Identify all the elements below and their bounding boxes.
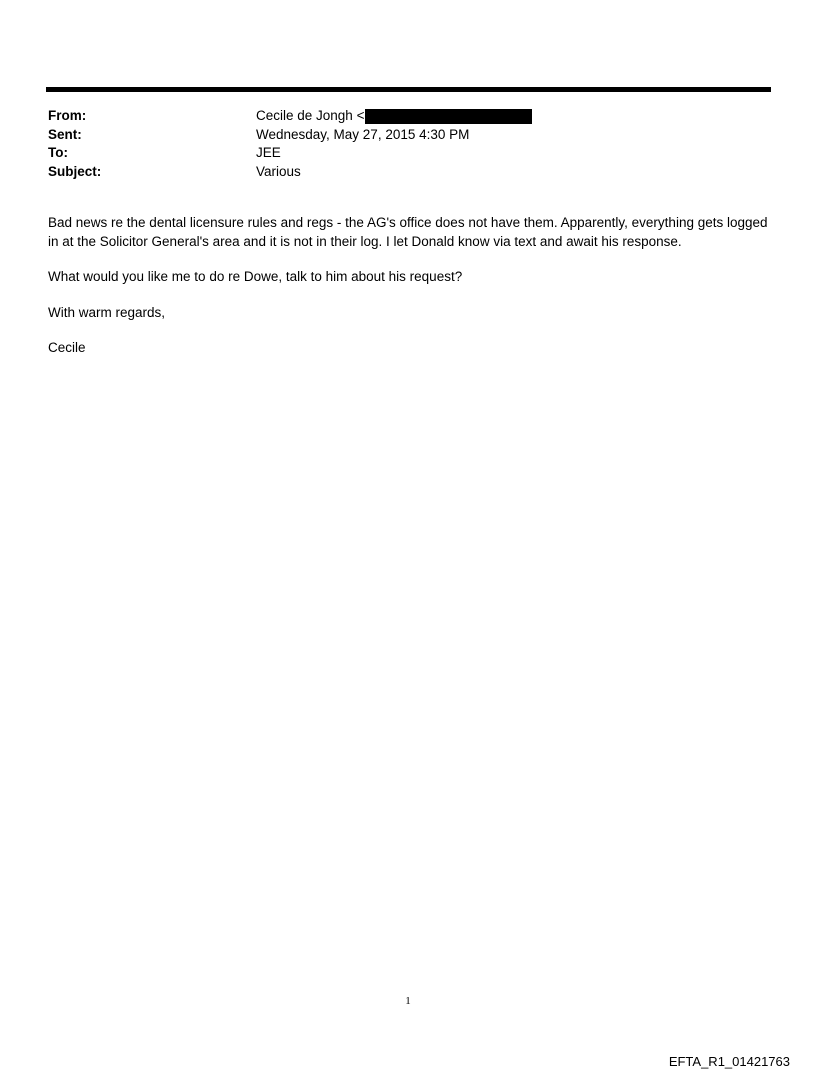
subject-row (48, 163, 768, 182)
from-name: Cecile de Jongh < (256, 108, 365, 123)
to-label: To: (48, 145, 68, 160)
from-row (48, 107, 768, 126)
sent-label: Sent: (48, 126, 82, 142)
email-body (48, 214, 768, 375)
sent-value: Wednesday, May 27, 2015 4:30 PM (256, 126, 470, 142)
to-row (48, 144, 768, 163)
body-paragraph-1: Bad news re the dental licensure rules and regs - the AG's office does not have them. Apparently, everything gets logged in at the Solicitor General's area and it is not in their log. I let Donald know via text and await his response. (48, 215, 768, 249)
body-paragraph-2: What would you like me to do re Dowe, talk to him about his request? (48, 269, 463, 284)
signature: Cecile (48, 340, 86, 355)
subject-label: Subject: (48, 163, 102, 179)
to-value: JEE (256, 145, 281, 160)
page-number: 1 (405, 995, 411, 1007)
from-label: From: (48, 108, 87, 123)
from-value (256, 107, 768, 126)
closing: With warm regards, (48, 304, 166, 320)
redaction-box (365, 109, 532, 124)
header-divider (46, 87, 771, 92)
bates-number: EFTA_R1_01421763 (668, 1054, 790, 1069)
sent-row (48, 126, 768, 145)
subject-value: Various (256, 163, 301, 179)
email-header (48, 107, 768, 181)
